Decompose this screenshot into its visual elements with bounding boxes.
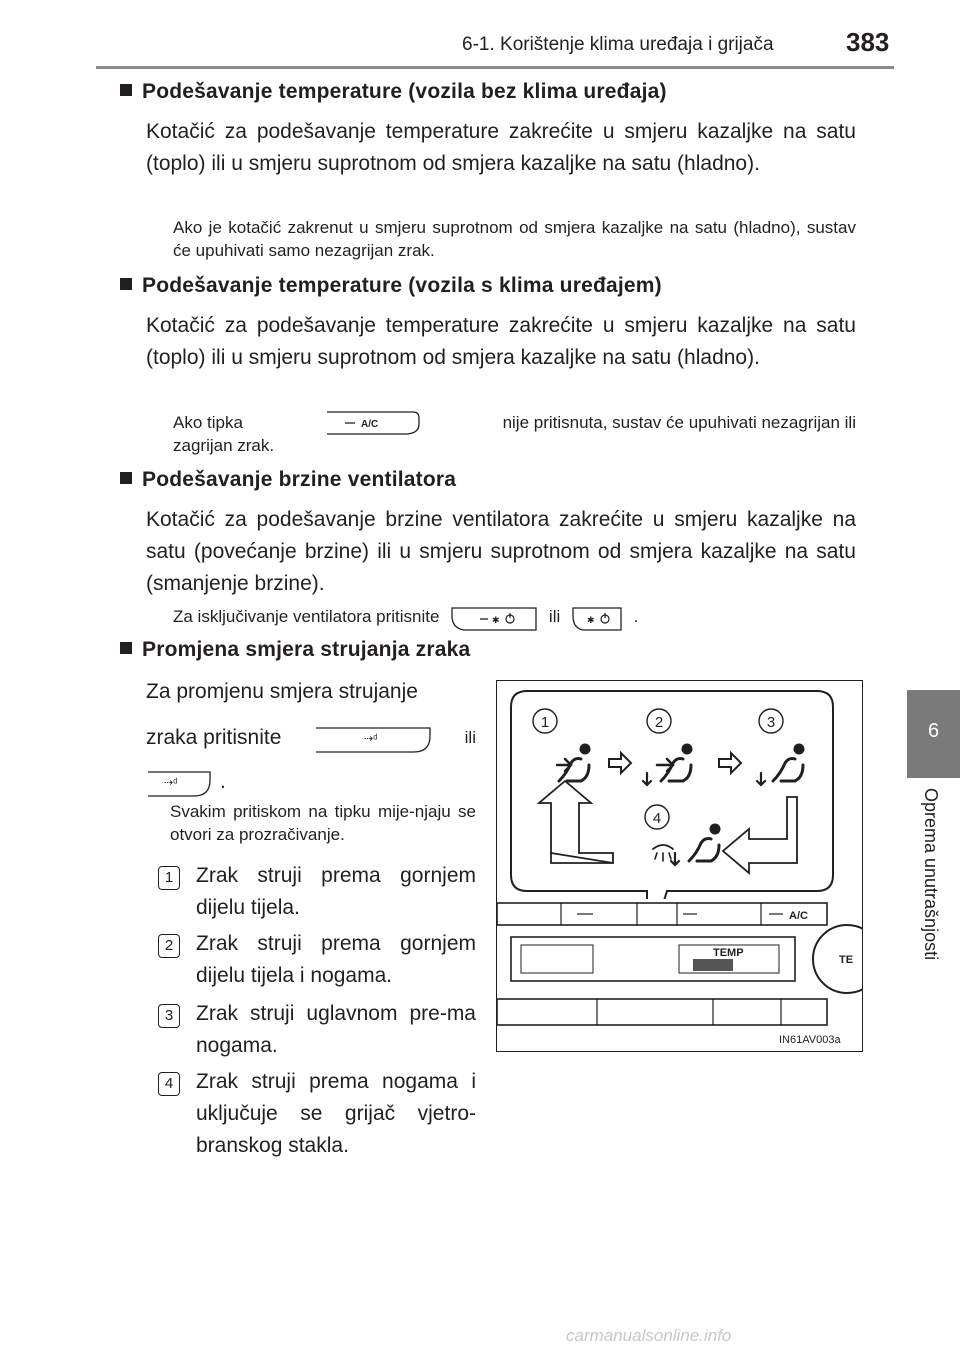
list-item-text: Zrak struji uglavnom pre-ma nogama. — [196, 1002, 476, 1057]
svg-text:TEMP: TEMP — [713, 947, 744, 959]
svg-text:A/C: A/C — [360, 419, 378, 430]
list-item-text: Zrak struji prema nogama i uključuje se grijač vjetro-branskog stakla. — [196, 1070, 476, 1157]
list-item-text: Zrak struji prema gornjem dijelu tijela i nogama. — [196, 932, 476, 987]
paragraph-fan-speed: Kotačić za podešavanje brzine ventilatora zakrećite u smjeru kazaljke na satu (povećanje brzine) ili u smjeru suprotnom od smjera kazaljke na satu (smanjenje brzine). — [146, 508, 856, 595]
paragraph-temp-no-ac: Kotačić za podešavanje temperature zakrećite u smjeru kazaljke na satu (toplo) ili u smjeru suprotnom od smjera kazaljke na satu (hladno). — [146, 120, 856, 175]
svg-text:A/C: A/C — [789, 910, 808, 922]
bullet-square-icon — [120, 642, 132, 654]
note-fan-speed: Za isključivanje ventilatora pritisnite ✱ ili ✱ . — [173, 605, 773, 630]
airflow-diagram — [496, 680, 863, 1052]
note-temp-ac: Ako tipka A/C nije pritisnuta, sustav će upuhivati nezagrijan ili zagrijan zrak. — [173, 410, 856, 457]
paragraph-temp-ac: Kotačić za podešavanje temperature zakrećite u smjeru kazaljke na satu (toplo) ili u smjeru suprotnom od smjera kazaljke na satu (hladno). — [146, 314, 856, 369]
fan-off-button-icon — [450, 606, 538, 630]
list-item-text: Zrak struji prema gornjem dijelu tijela. — [196, 864, 476, 919]
bullet-square-icon — [120, 278, 132, 290]
heading-fan-speed: Podešavanje brzine ventilatora — [120, 468, 456, 492]
heading-temp-no-ac: Podešavanje temperature (vozila bez klima uređaja) — [120, 80, 667, 104]
svg-text:⇢ᵈ: ⇢ᵈ — [164, 777, 178, 789]
paragraph-airflow: Za promjenu smjera strujanje zraka pritisnite ⇢ᵈ ili ⇢ᵈ . — [146, 676, 476, 798]
header-divider — [96, 66, 894, 69]
list-item-number: 4 — [158, 1072, 180, 1096]
note-airflow: Svakim pritiskom na tipku mije-njaju se otvori za prozračivanje. — [170, 802, 476, 844]
list-item-number: 3 — [158, 1004, 180, 1028]
svg-text:TE: TE — [839, 954, 854, 966]
svg-text:4: 4 — [652, 810, 662, 827]
note-temp-no-ac: Ako je kotačić zakrenut u smjeru suprotnom od smjera kazaljke na satu (hladno), sustav će upuhivati samo nezagrijan zrak. — [173, 218, 856, 260]
list-item-number: 2 — [158, 934, 180, 958]
watermark: carmanualsonline.info — [566, 1326, 732, 1345]
heading-temp-ac: Podešavanje temperature (vozila s klima uređajem) — [120, 274, 662, 298]
svg-text:⇢ᵈ: ⇢ᵈ — [364, 733, 378, 745]
svg-text:✱: ✱ — [492, 614, 500, 625]
svg-text:3: 3 — [766, 714, 776, 731]
list-item-number: 1 — [158, 866, 180, 890]
page-number: 383 — [846, 27, 890, 57]
ac-button-icon — [325, 410, 421, 434]
svg-text:✱: ✱ — [587, 614, 595, 625]
chapter-label: Oprema unutrašnjosti — [921, 788, 941, 961]
airflow-button-icon — [314, 726, 432, 750]
svg-text:IN61AV003a: IN61AV003a — [779, 1034, 841, 1046]
svg-text:1: 1 — [540, 714, 550, 731]
airflow-button-alt-icon — [146, 770, 212, 794]
bullet-square-icon — [120, 84, 132, 96]
heading-airflow: Promjena smjera strujanja zraka — [120, 638, 470, 662]
bullet-square-icon — [120, 472, 132, 484]
section-title: 6-1. Korištenje klima uređaja i grijača — [462, 34, 774, 55]
fan-off-button-alt-icon — [571, 606, 623, 630]
svg-text:2: 2 — [654, 714, 664, 731]
chapter-number: 6 — [927, 720, 940, 742]
